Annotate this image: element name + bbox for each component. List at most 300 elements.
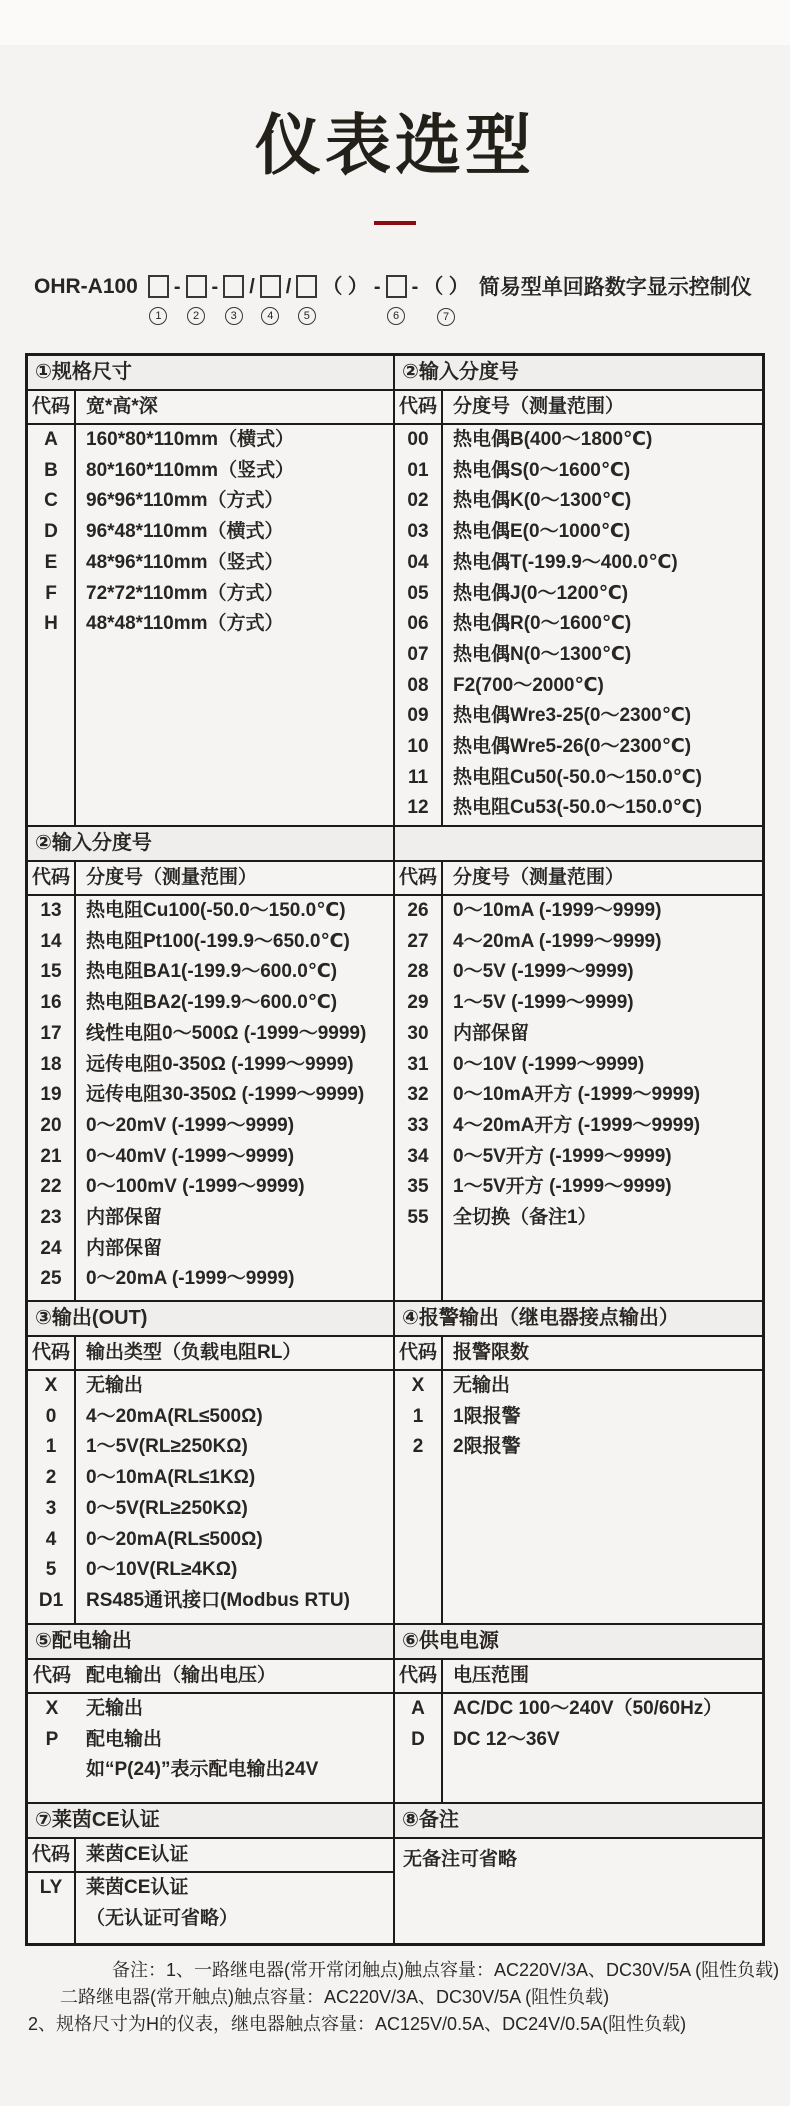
- model-parens: （ ）: [322, 276, 368, 298]
- section-input-1: [395, 356, 762, 825]
- position-label-5: 5: [298, 307, 316, 325]
- row-code: E: [28, 548, 76, 579]
- row-desc: 0～5V开方 (-1999～9999): [453, 1145, 672, 1167]
- row-code: X: [45, 1698, 59, 1719]
- table-row: [28, 1142, 393, 1173]
- input-1-rows: [395, 425, 762, 824]
- row-code: 22: [28, 1172, 76, 1203]
- section-spec-header: [28, 391, 393, 425]
- col-desc-label: 电压范围: [453, 1665, 530, 1686]
- row-desc: 4～20mA(RL≤500Ω): [86, 1405, 263, 1427]
- col-code-label: 代码: [395, 391, 443, 423]
- model-dash: -: [373, 276, 381, 298]
- table-row: [395, 486, 762, 517]
- row-code: 34: [395, 1142, 443, 1173]
- table-row: [28, 896, 393, 927]
- table-row: [395, 927, 762, 958]
- table-row: [28, 1050, 393, 1081]
- column-filler: [28, 1786, 393, 1802]
- table-row: [395, 988, 762, 1019]
- table-row: [28, 1019, 393, 1050]
- table-row: [28, 1111, 393, 1142]
- accent-dash: [374, 221, 416, 225]
- section-input-2-right: [395, 827, 762, 1300]
- section-input-2-right-band: [395, 827, 762, 862]
- table-row: [28, 425, 393, 456]
- row-code: 15: [28, 957, 76, 988]
- row-desc: 4～20mA (-1999～9999): [453, 930, 662, 952]
- section-remark-body: [395, 1839, 762, 1943]
- table-row: [28, 1586, 393, 1617]
- col-desc-label: 宽*高*深: [86, 396, 158, 417]
- block-spec-input: [28, 356, 762, 825]
- row-desc: 0～10mA(RL≤1KΩ): [86, 1467, 256, 1489]
- row-desc: 1～5V(RL≥250KΩ): [86, 1436, 248, 1458]
- row-desc: 80*160*110mm（竖式）: [86, 459, 295, 481]
- table-row: [395, 1019, 762, 1050]
- row-desc: 内部保留: [86, 1207, 163, 1229]
- footnote-line: 二路继电器(常开触点)触点容量：AC220V/3A、DC30V/5A (阻性负载): [60, 1987, 610, 2007]
- row-desc: 远传电阻30-350Ω (-1999～9999): [86, 1084, 365, 1106]
- position-label-7: 7: [437, 308, 455, 326]
- row-desc: 0～20mV (-1999～9999): [86, 1114, 295, 1136]
- table-row: [28, 1203, 393, 1234]
- row-code: 00: [395, 425, 443, 456]
- table-row: [395, 548, 762, 579]
- table-row: [28, 1432, 393, 1463]
- ce-rows: [28, 1873, 393, 1934]
- row-desc: 线性电阻0～500Ω (-1999～9999): [86, 1022, 367, 1044]
- row-code: 11: [395, 763, 443, 794]
- table-row: [395, 517, 762, 548]
- row-desc: AC/DC 100～240V（50/60Hz）: [453, 1698, 723, 1719]
- table-row: [28, 517, 393, 548]
- col-code-label: 代码: [28, 1337, 76, 1369]
- row-code: 29: [395, 988, 443, 1019]
- model-description: 简易型单回路数字显示控制仪: [478, 276, 752, 299]
- col-code-label: 代码: [395, 1337, 443, 1369]
- row-code: 31: [395, 1050, 443, 1081]
- row-desc: 热电偶R(0～1600℃): [453, 613, 632, 635]
- table-row: [28, 1725, 393, 1756]
- row-code: 07: [395, 640, 443, 671]
- table-row: [395, 1080, 762, 1111]
- alarm-rows: [395, 1371, 762, 1463]
- row-code: 13: [28, 896, 76, 927]
- row-code: 5: [28, 1555, 76, 1586]
- row-desc: 莱茵CE认证: [86, 1877, 189, 1898]
- table-row: [28, 1172, 393, 1203]
- model-code-line: [34, 275, 790, 326]
- position-label-2: 2: [187, 307, 205, 325]
- row-desc: 全切换（备注1）: [453, 1207, 597, 1229]
- row-desc: 热电偶N(0～1300℃): [453, 643, 632, 665]
- table-row: [28, 1694, 393, 1725]
- col-code-label: 代码: [32, 1665, 71, 1686]
- section-power-dist-header: [28, 1660, 393, 1694]
- page-title: 仪表选型: [255, 108, 535, 182]
- section-ce-header: [28, 1839, 393, 1873]
- block-input-2: [28, 825, 762, 1300]
- row-code: 55: [395, 1203, 443, 1234]
- row-code: X: [28, 1371, 76, 1402]
- input-2-left-rows: [28, 896, 393, 1295]
- table-row: [28, 548, 393, 579]
- section-ce: [28, 1804, 395, 1943]
- row-code: F: [28, 579, 76, 610]
- input-2-right-rows: [395, 896, 762, 1234]
- row-code: 26: [395, 896, 443, 927]
- table-row: [395, 763, 762, 794]
- model-dash: -: [211, 276, 219, 298]
- row-code: 06: [395, 609, 443, 640]
- row-desc: 热电阻Cu53(-50.0～150.0℃): [453, 797, 702, 819]
- footnote-line: 2、规格尺寸为H的仪表，继电器触点容量：AC125V/0.5A、DC24V/0.5A(阻性负载): [28, 2014, 687, 2034]
- block-ce-remark: [28, 1802, 762, 1943]
- row-desc: 热电阻Cu50(-50.0～150.0℃): [453, 766, 702, 788]
- row-code: C: [28, 486, 76, 517]
- row-code: 05: [395, 579, 443, 610]
- section-input-2-left: [28, 827, 395, 1300]
- row-code: 0: [28, 1402, 76, 1433]
- row-code: 16: [28, 988, 76, 1019]
- section-input-2-right-header: [395, 862, 762, 896]
- row-code: H: [28, 609, 76, 640]
- row-code: [28, 1755, 76, 1786]
- section-remark: [395, 1804, 762, 1943]
- model-slot-1: [148, 275, 169, 325]
- table-row: [28, 1234, 393, 1265]
- row-code: A: [28, 425, 76, 456]
- section-input-2-left-header: [28, 862, 393, 896]
- row-code: 04: [395, 548, 443, 579]
- row-code: A: [395, 1694, 443, 1725]
- footnote-line: 备注：1、一路继电器(常开常闭触点)触点容量：AC220V/3A、DC30V/5A (阻性负载): [112, 1960, 780, 1980]
- col-desc-label: 分度号（测量范围）: [453, 396, 625, 417]
- section-spec-body: [28, 425, 393, 825]
- table-row: [395, 1050, 762, 1081]
- row-desc: 无输出: [453, 1375, 511, 1396]
- table-row: [28, 1494, 393, 1525]
- table-row: [395, 671, 762, 702]
- table-row: [28, 1402, 393, 1433]
- section-power-dist: [28, 1625, 395, 1802]
- row-code: 09: [395, 701, 443, 732]
- model-box-4: [260, 275, 281, 298]
- row-desc: 72*72*110mm（方式）: [86, 582, 284, 604]
- row-desc: 1～5V开方 (-1999～9999): [453, 1176, 672, 1198]
- table-row: [395, 1371, 762, 1402]
- power-dist-rows: [28, 1694, 393, 1786]
- model-slot-4: [260, 275, 281, 325]
- row-desc: 1限报警: [453, 1405, 521, 1427]
- footnotes: [28, 1957, 790, 2038]
- model-slot-6: [386, 275, 407, 325]
- row-code: 1: [395, 1402, 443, 1433]
- section-power: [395, 1625, 762, 1802]
- section-input-1-body: [395, 425, 762, 825]
- row-desc: RS485通讯接口(Modbus RTU): [86, 1589, 350, 1611]
- row-desc: 无输出: [86, 1698, 144, 1719]
- section-input-2-right-body: [395, 896, 762, 1300]
- row-code: B: [28, 456, 76, 487]
- spec-rows: [28, 425, 393, 640]
- row-code: 1: [28, 1432, 76, 1463]
- section-output: [28, 1302, 395, 1623]
- row-desc: 0～5V (-1999～9999): [453, 961, 634, 983]
- table-row: [395, 793, 762, 824]
- row-code: 23: [28, 1203, 76, 1234]
- model-dash: -: [173, 276, 181, 298]
- row-desc: 96*48*110mm（横式）: [86, 521, 284, 543]
- col-code-label: 代码: [28, 862, 76, 894]
- row-desc: F2(700～2000℃): [453, 674, 604, 696]
- section-ce-title: ⑦莱茵CE认证: [28, 1804, 393, 1839]
- row-desc: 热电偶E(0～1000℃): [453, 521, 631, 543]
- row-desc: 0～5V(RL≥250KΩ): [86, 1497, 248, 1519]
- table-row: [28, 1525, 393, 1556]
- row-code: 10: [395, 732, 443, 763]
- model-slot-5: [296, 275, 317, 325]
- table-row: [395, 1203, 762, 1234]
- model-box-6: [386, 275, 407, 298]
- row-code: D: [395, 1725, 443, 1756]
- col-code-label: 代码: [28, 1839, 76, 1871]
- row-desc: 48*96*110mm（竖式）: [86, 551, 284, 573]
- model-box-1: [148, 275, 169, 298]
- table-row: [28, 456, 393, 487]
- table-row: [28, 579, 393, 610]
- table-row: [28, 1371, 393, 1402]
- column-filler: [395, 1755, 762, 1802]
- row-desc: 热电偶T(-199.9～400.0℃): [453, 551, 678, 573]
- table-row: [28, 1463, 393, 1494]
- row-desc: 2限报警: [453, 1436, 521, 1458]
- section-power-dist-body: [28, 1694, 393, 1802]
- column-filler: [395, 824, 762, 825]
- row-desc: 热电阻BA2(-199.9～600.0℃): [86, 992, 338, 1014]
- column-filler: [395, 1463, 762, 1623]
- table-row: [395, 579, 762, 610]
- table-row: [28, 1904, 393, 1935]
- table-row: [28, 927, 393, 958]
- table-row: [28, 1555, 393, 1586]
- section-spec: [28, 356, 395, 825]
- row-code: 2: [28, 1463, 76, 1494]
- row-code: X: [395, 1371, 443, 1402]
- row-code: 30: [395, 1019, 443, 1050]
- row-code: 35: [395, 1172, 443, 1203]
- table-row: [395, 1402, 762, 1433]
- model-dash: -: [411, 276, 419, 298]
- remark-content: 无备注可省略: [403, 1849, 518, 1870]
- section-output-title: ③输出(OUT): [28, 1302, 393, 1337]
- section-spec-title: ①规格尺寸: [28, 356, 393, 391]
- section-power-dist-title: ⑤配电输出: [28, 1625, 393, 1660]
- power-rows: [395, 1694, 762, 1755]
- row-desc: 1～5V (-1999～9999): [453, 992, 634, 1014]
- section-input-1-title: ②输入分度号: [395, 356, 762, 391]
- section-power-title: ⑥供电电源: [395, 1625, 762, 1660]
- section-input-2-left-body: [28, 896, 393, 1300]
- row-code: 32: [395, 1080, 443, 1111]
- row-desc: 热电阻Cu100(-50.0～150.0℃): [86, 900, 346, 921]
- row-desc: 0～20mA (-1999～9999): [86, 1268, 295, 1290]
- row-code: 19: [28, 1080, 76, 1111]
- row-desc: 热电偶S(0～1600℃): [453, 459, 631, 481]
- column-filler: [28, 1934, 393, 1943]
- section-output-header: [28, 1337, 393, 1371]
- output-rows: [28, 1371, 393, 1617]
- row-desc: 远传电阻0-350Ω (-1999～9999): [86, 1053, 354, 1075]
- row-desc: 内部保留: [453, 1022, 530, 1044]
- row-code: 20: [28, 1111, 76, 1142]
- row-desc: 热电偶J(0～1200℃): [453, 582, 629, 604]
- row-code: LY: [28, 1873, 76, 1904]
- row-desc: 0～10V (-1999～9999): [453, 1053, 645, 1075]
- table-row: [28, 957, 393, 988]
- column-filler: [28, 640, 393, 825]
- row-code: 28: [395, 957, 443, 988]
- table-row: [28, 1080, 393, 1111]
- column-filler: [28, 1295, 393, 1300]
- section-ce-body: [28, 1873, 393, 1943]
- table-row: [395, 732, 762, 763]
- row-desc: 48*48*110mm（方式）: [86, 613, 284, 635]
- col-desc-label: 分度号（测量范围）: [86, 867, 258, 888]
- col-desc-label: 配电输出（输出电压）: [86, 1665, 277, 1686]
- row-code: 24: [28, 1234, 76, 1265]
- row-code: 17: [28, 1019, 76, 1050]
- column-filler: [395, 1234, 762, 1300]
- section-remark-title: ⑧备注: [395, 1804, 762, 1839]
- table-row: [395, 425, 762, 456]
- row-desc: 热电偶Wre3-25(0～2300℃): [453, 705, 692, 727]
- position-label-6: 6: [387, 307, 405, 325]
- row-code: 03: [395, 517, 443, 548]
- col-desc-label: 分度号（测量范围）: [453, 867, 625, 888]
- row-code: 18: [28, 1050, 76, 1081]
- model-slash: /: [285, 276, 292, 298]
- position-label-4: 4: [261, 307, 279, 325]
- section-alarm: [395, 1302, 762, 1623]
- row-code: D1: [28, 1586, 76, 1617]
- row-desc: 如“P(24)”表示配电输出24V: [86, 1759, 319, 1781]
- table-row: [395, 1172, 762, 1203]
- model-box-3: [223, 275, 244, 298]
- block-powerdist-power: [28, 1623, 762, 1802]
- table-row: [28, 1873, 393, 1904]
- table-row: [28, 486, 393, 517]
- col-desc-label: 莱茵CE认证: [86, 1844, 189, 1865]
- row-code: 21: [28, 1142, 76, 1173]
- table-row: [28, 1755, 393, 1786]
- row-code: 2: [395, 1432, 443, 1463]
- row-desc: 0～10V(RL≥4KΩ): [86, 1559, 238, 1581]
- row-desc: （无认证可省略）: [86, 1907, 239, 1929]
- section-alarm-title: ④报警输出（继电器接点输出）: [395, 1302, 762, 1337]
- row-desc: 热电偶K(0～1300℃): [453, 490, 632, 512]
- table-row: [395, 1725, 762, 1756]
- row-code: [28, 1904, 76, 1935]
- col-desc-label: 输出类型（负载电阻RL）: [86, 1342, 302, 1363]
- row-code: 01: [395, 456, 443, 487]
- row-code: P: [45, 1728, 59, 1750]
- row-code: 02: [395, 486, 443, 517]
- row-code: 12: [395, 793, 443, 824]
- row-desc: 0～100mV (-1999～9999): [86, 1176, 305, 1198]
- row-desc: 4～20mA开方 (-1999～9999): [453, 1114, 701, 1136]
- section-power-header: [395, 1660, 762, 1694]
- row-desc: 0～10mA (-1999～9999): [453, 900, 662, 921]
- block-output-alarm: [28, 1300, 762, 1623]
- section-power-body: [395, 1694, 762, 1802]
- row-code: 14: [28, 927, 76, 958]
- model-slot-3: [223, 275, 244, 325]
- row-code: 33: [395, 1111, 443, 1142]
- col-code-label: 代码: [395, 862, 443, 894]
- model-parens-7: （ ）: [423, 276, 469, 298]
- row-desc: 无输出: [86, 1375, 144, 1396]
- selection-table: [25, 353, 765, 1946]
- table-row: [395, 609, 762, 640]
- row-desc: 内部保留: [86, 1237, 163, 1259]
- row-desc: DC 12～36V: [453, 1728, 560, 1750]
- row-code: 4: [28, 1525, 76, 1556]
- position-label-3: 3: [225, 307, 243, 325]
- model-slot-7: [423, 275, 469, 326]
- section-input-2-title: ②输入分度号: [28, 827, 393, 862]
- table-row: [28, 1264, 393, 1295]
- table-row: [395, 1694, 762, 1725]
- table-row: [28, 988, 393, 1019]
- model-slot-2: [186, 275, 207, 325]
- table-row: [395, 640, 762, 671]
- row-code: D: [28, 517, 76, 548]
- row-desc: 配电输出: [86, 1728, 163, 1750]
- section-alarm-body: [395, 1371, 762, 1623]
- row-desc: 160*80*110mm（横式）: [86, 429, 295, 450]
- table-row: [395, 456, 762, 487]
- table-row: [28, 609, 393, 640]
- row-desc: 96*96*110mm（方式）: [86, 490, 284, 512]
- model-box-2: [186, 275, 207, 298]
- row-desc: 0～20mA(RL≤500Ω): [86, 1528, 263, 1550]
- row-desc: 热电阻Pt100(-199.9～650.0℃): [86, 930, 350, 952]
- model-slash: /: [249, 276, 255, 298]
- row-desc: 0～10mA开方 (-1999～9999): [453, 1084, 701, 1106]
- section-output-body: [28, 1371, 393, 1623]
- model-prefix: OHR-A100: [34, 275, 138, 298]
- row-desc: 热电偶Wre5-26(0～2300℃): [453, 736, 692, 758]
- table-row: [395, 896, 762, 927]
- col-code-label: 代码: [395, 1660, 443, 1692]
- model-box-5: [296, 275, 317, 298]
- table-row: [395, 1432, 762, 1463]
- row-code: 08: [395, 671, 443, 702]
- row-desc: 热电偶B(400～1800℃): [453, 429, 653, 450]
- row-code: 27: [395, 927, 443, 958]
- col-code-label: 代码: [28, 391, 76, 423]
- section-input-1-header: [395, 391, 762, 425]
- row-desc: 0～40mV (-1999～9999): [86, 1145, 295, 1167]
- col-desc-label: 报警限数: [453, 1342, 530, 1363]
- section-alarm-header: [395, 1337, 762, 1371]
- table-row: [395, 1111, 762, 1142]
- column-filler: [28, 1617, 393, 1623]
- row-desc: 热电阻BA1(-199.9～600.0℃): [86, 961, 338, 983]
- table-row: [395, 701, 762, 732]
